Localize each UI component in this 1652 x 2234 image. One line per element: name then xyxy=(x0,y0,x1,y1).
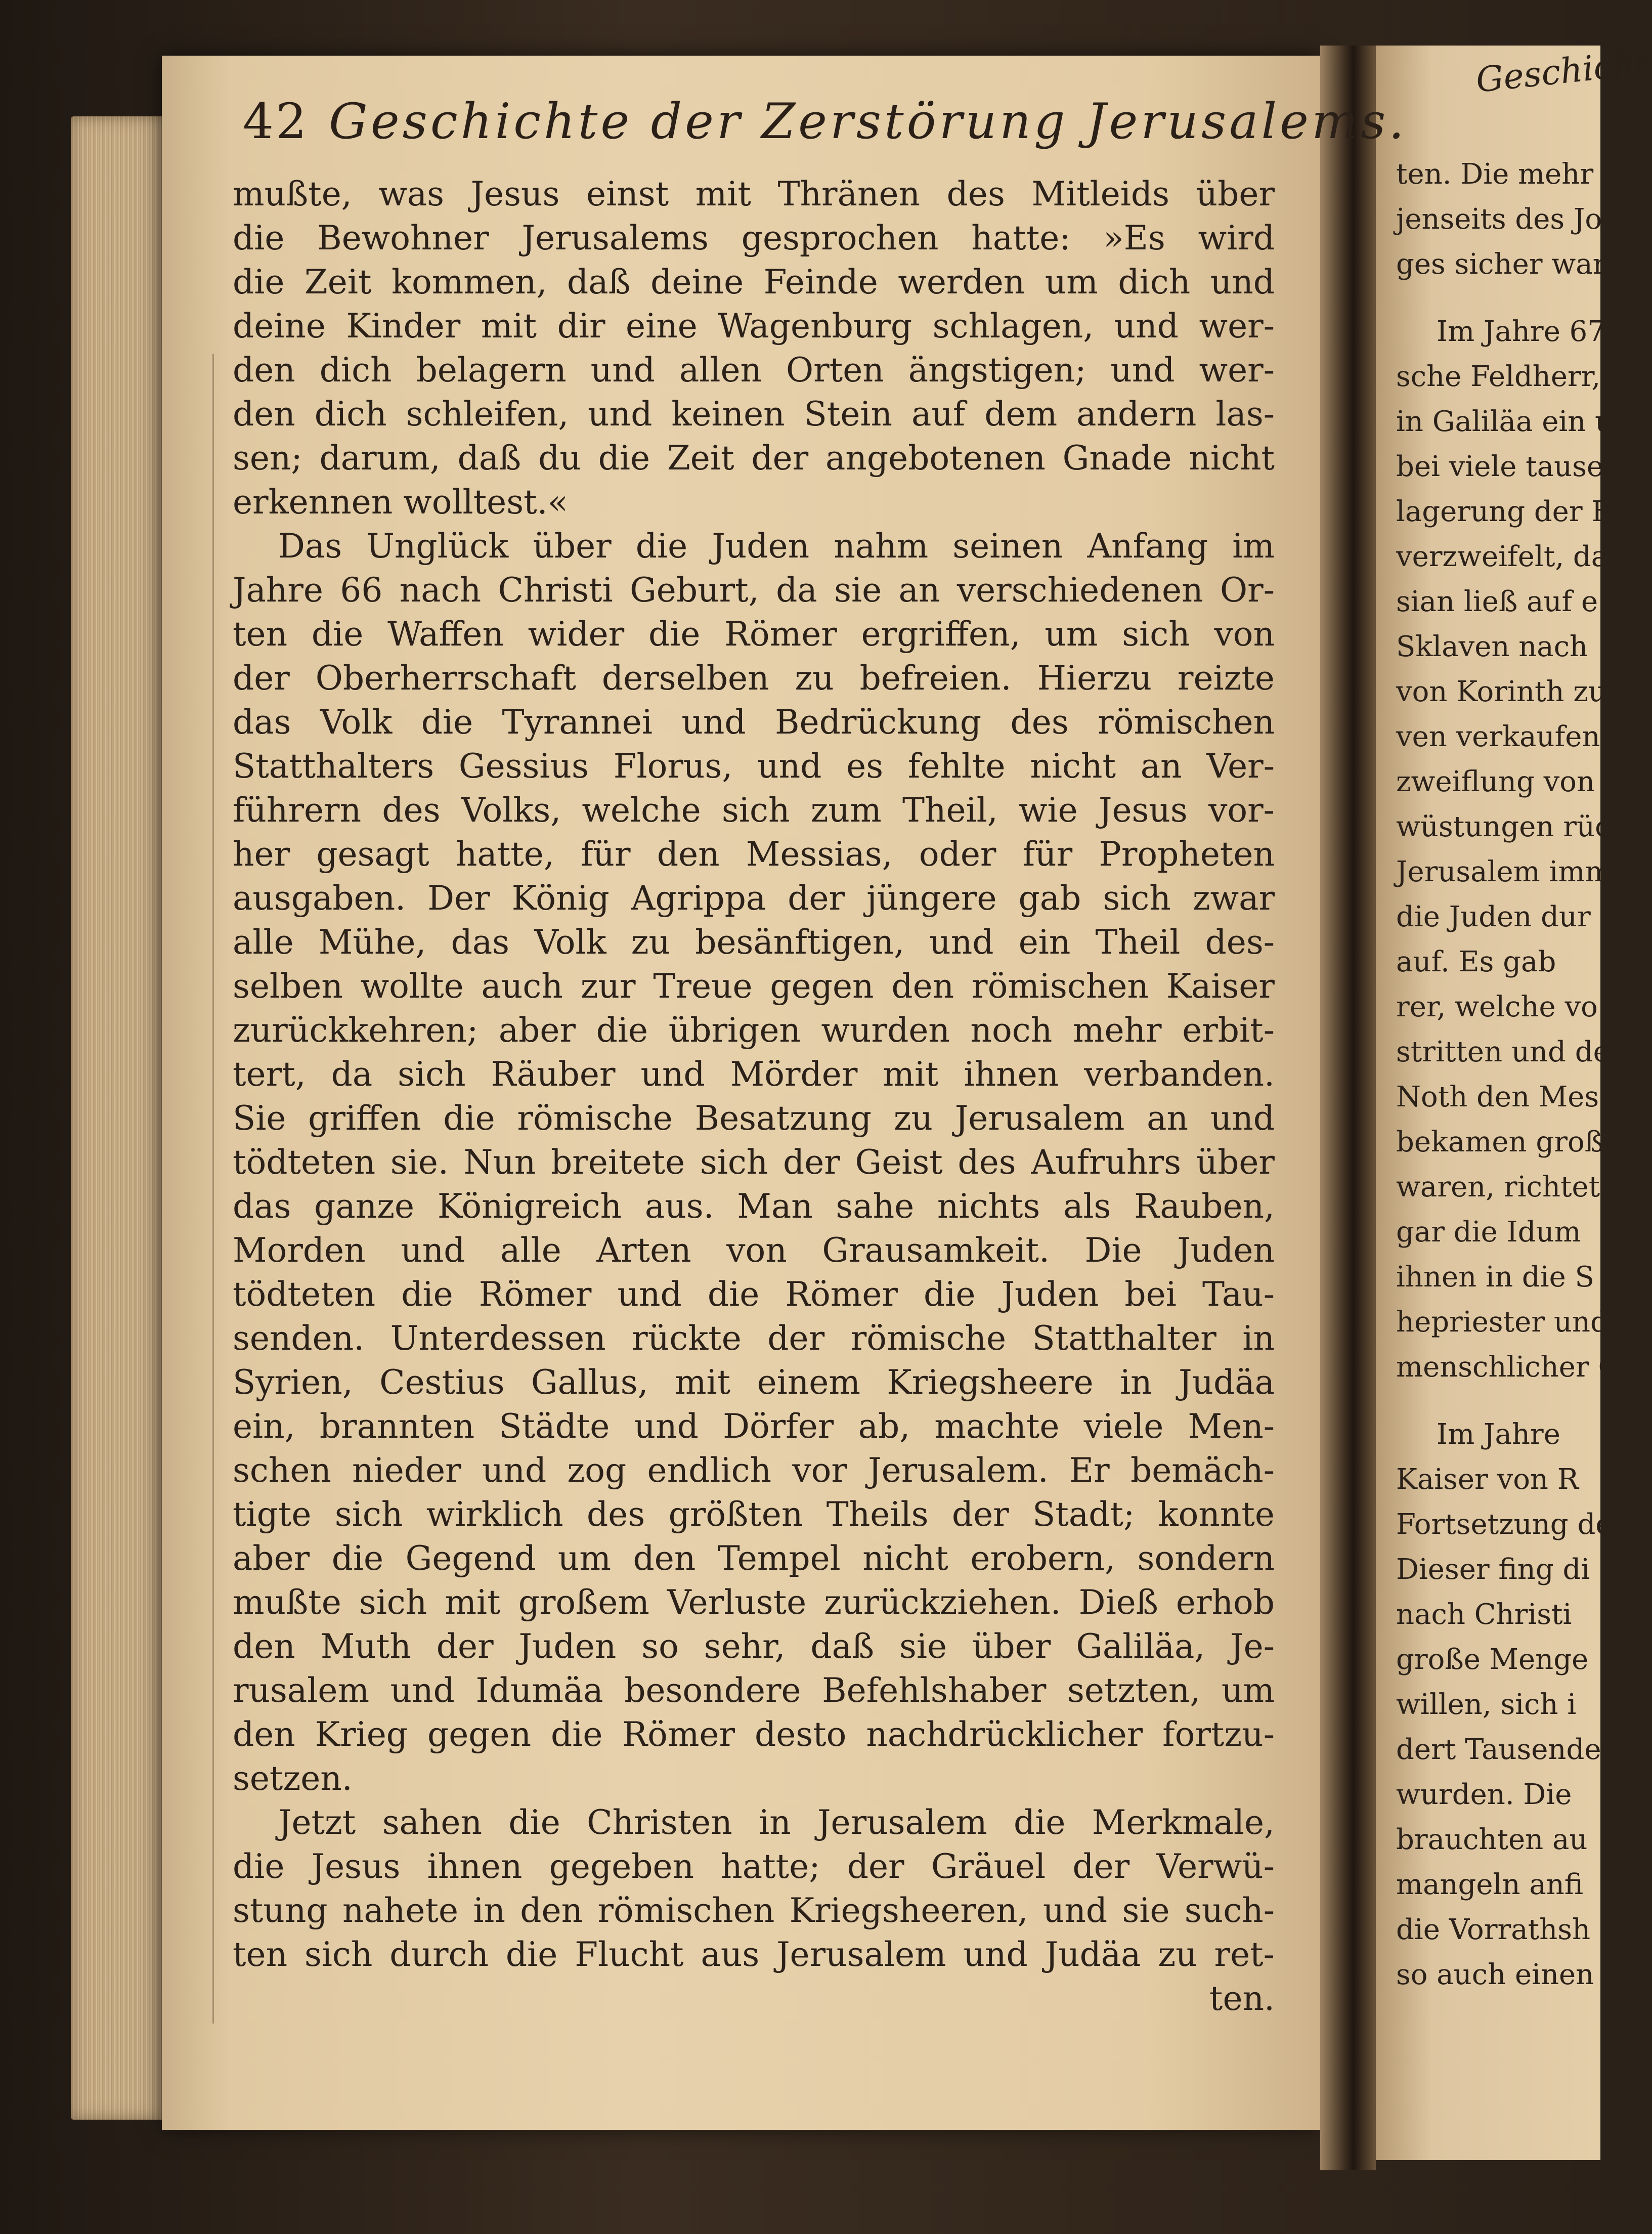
text-line: her gesagt hatte, für den Messias, oder für Propheten xyxy=(233,835,1275,874)
text-line: sian ließ auf e xyxy=(1396,585,1598,618)
text-line: Morden und alle Arten von Grausamkeit. Die Juden xyxy=(233,1231,1275,1270)
text-line: wüstungen rückt xyxy=(1396,810,1639,843)
text-line: deine Kinder mit dir eine Wagenburg schlagen, und wer- xyxy=(233,307,1275,346)
page-edges xyxy=(71,116,162,2120)
running-head: Geschichte der Zerstörung Jerusalems. xyxy=(329,93,1407,150)
text-line: Sie griffen die römische Besatzung zu Jerusalem an und xyxy=(233,1099,1275,1138)
text-line: ten die Waffen wider die Römer ergriffen, um sich von xyxy=(233,615,1275,654)
text-line: Syrien, Cestius Gallus, mit einem Kriegsheere in Judäa xyxy=(233,1363,1275,1402)
text-line: zweiflung von xyxy=(1396,765,1595,798)
text-line: Jerusalem imme xyxy=(1396,855,1629,888)
text-line: alle Mühe, das Volk zu besänftigen, und ein Theil des- xyxy=(233,923,1275,962)
text-line: aber die Gegend um den Tempel nicht erobern, sondern xyxy=(233,1539,1275,1578)
text-line: ausgaben. Der König Agrippa der jüngere gab sich zwar xyxy=(233,879,1275,918)
text-line: den Muth der Juden so sehr, daß sie über Galiläa, Je- xyxy=(233,1627,1275,1666)
text-line: die Juden dur xyxy=(1396,900,1591,933)
text-line: ven verkaufen; xyxy=(1396,720,1610,753)
text-line: Im Jahre 67 xyxy=(1437,315,1605,348)
text-line: auf. Es gab xyxy=(1396,946,1556,978)
text-line: rusalem und Idumäa besondere Befehlshaber setzten, um xyxy=(233,1671,1275,1710)
text-line: Das Unglück über die Juden nahm seinen Anfang im xyxy=(278,527,1275,566)
text-line: waren, richtete xyxy=(1396,1171,1617,1204)
text-line: schen nieder und zog endlich vor Jerusalem. Er bemäch- xyxy=(233,1451,1275,1490)
text-line: jenseits des Jord xyxy=(1396,203,1634,236)
text-line: senden. Unterdessen rückte der römische Statthalter in xyxy=(233,1319,1275,1358)
right-page-body xyxy=(1396,152,1650,2125)
text-line: ten sich durch die Flucht aus Jerusalem und Judäa zu ret- xyxy=(233,1935,1275,1974)
text-line: große Menge xyxy=(1396,1643,1589,1676)
text-line: hepriester und xyxy=(1396,1306,1608,1339)
text-line: stritten und de xyxy=(1396,1036,1610,1068)
text-line: die Jesus ihnen gegeben hatte; der Gräuel der Verwü- xyxy=(233,1847,1275,1886)
text-line: setzen. xyxy=(233,1759,353,1798)
text-line: ein, brannten Städte und Dörfer ab, machte viele Men- xyxy=(233,1407,1275,1446)
text-line: stung nahete in den römischen Kriegsheeren, und sie such- xyxy=(233,1891,1275,1930)
text-line: gar die Idum xyxy=(1396,1216,1581,1249)
text-line: Im Jahre xyxy=(1437,1418,1560,1451)
text-line: nach Christi xyxy=(1396,1598,1572,1631)
text-line: die Bewohner Jerusalems gesprochen hatte: »Es wird xyxy=(233,219,1275,257)
text-line: sche Feldherr, V xyxy=(1396,360,1630,393)
text-line: tödteten die Römer und die Römer die Juden bei Tau- xyxy=(233,1275,1275,1314)
catchword: ten. xyxy=(1209,1979,1275,2018)
text-line: von Korinth zu xyxy=(1396,675,1606,708)
text-line: Fortsetzung de xyxy=(1396,1508,1613,1541)
left-page-body xyxy=(233,172,1275,2021)
text-line: zurückkehren; aber die übrigen wurden noch mehr erbit- xyxy=(233,1011,1275,1050)
text-line: mußte, was Jesus einst mit Thränen des Mitleids über xyxy=(233,175,1275,213)
text-line: willen, sich i xyxy=(1396,1688,1577,1721)
text-line: tigte sich wirklich des größten Theils der Stadt; konnte xyxy=(233,1495,1275,1534)
text-line: die Zeit kommen, daß deine Feinde werden um dich und xyxy=(233,263,1275,302)
text-line: führern des Volks, welche sich zum Theil, wie Jesus vor- xyxy=(233,791,1275,830)
text-line: das ganze Königreich aus. Man sahe nichts als Rauben, xyxy=(233,1187,1275,1226)
text-line: brauchten au xyxy=(1396,1823,1588,1856)
text-line: tert, da sich Räuber und Mörder mit ihnen verbanden. xyxy=(233,1055,1275,1094)
text-line: rer, welche vo xyxy=(1396,991,1598,1023)
text-line: der Oberherrschaft derselben zu befreien. Hierzu reizte xyxy=(233,659,1275,698)
text-line: menschlicher G xyxy=(1396,1351,1621,1384)
text-line: den dich schleifen, und keinen Stein auf dem andern las- xyxy=(233,395,1275,434)
right-page-header: Geschicht xyxy=(1474,42,1650,101)
text-line: ges sicher waren. xyxy=(1396,248,1650,281)
text-line: erkennen wolltest.« xyxy=(233,483,568,522)
text-line: ihnen in die S xyxy=(1396,1261,1594,1294)
text-line: in Galiläa ein u xyxy=(1396,405,1614,438)
book-gutter xyxy=(1320,46,1376,2170)
text-line: mangeln anfi xyxy=(1396,1868,1584,1901)
page-number: 42 xyxy=(243,93,309,150)
text-line: Jetzt sahen die Christen in Jerusalem die Merkmale, xyxy=(278,1803,1275,1842)
text-line: wurden. Die xyxy=(1396,1778,1572,1811)
text-line: Statthalters Gessius Florus, und es fehlte nicht an Ver- xyxy=(233,747,1275,786)
text-line: Jahre 66 nach Christi Geburt, da sie an verschiedenen Or- xyxy=(233,571,1275,610)
text-line: lagerung der Fe xyxy=(1396,495,1627,528)
text-line: dert Tausende xyxy=(1396,1733,1601,1766)
text-line: bekamen großen xyxy=(1396,1126,1639,1158)
text-line: Kaiser von R xyxy=(1396,1463,1579,1496)
margin-rule xyxy=(212,354,214,2024)
text-line: sen; darum, daß du die Zeit der angebotenen Gnade nicht xyxy=(233,439,1275,478)
text-line: bei viele tausend xyxy=(1396,450,1640,483)
text-line: den dich belagern und allen Orten ängstigen; und wer- xyxy=(233,351,1275,390)
text-line: selben wollte auch zur Treue gegen den römischen Kaiser xyxy=(233,967,1275,1006)
text-line: das Volk die Tyrannei und Bedrückung des römischen xyxy=(233,703,1275,742)
text-line: so auch einen g xyxy=(1396,1958,1621,1991)
left-page-header xyxy=(243,86,1407,157)
text-line: die Vorrathsh xyxy=(1396,1913,1591,1946)
text-line: tödteten sie. Nun breitete sich der Geist des Aufruhrs über xyxy=(233,1143,1275,1182)
text-line: Noth den Mes xyxy=(1396,1081,1599,1113)
text-line: Dieser fing di xyxy=(1396,1553,1590,1586)
text-line: ten. Die mehr xyxy=(1396,158,1594,191)
text-line: mußte sich mit großem Verluste zurückziehen. Dieß erhob xyxy=(233,1583,1275,1622)
text-line: Sklaven nach xyxy=(1396,630,1588,663)
text-line: den Krieg gegen die Römer desto nachdrücklicher fortzu- xyxy=(233,1715,1275,1754)
text-line: verzweifelt, daß xyxy=(1396,540,1627,573)
